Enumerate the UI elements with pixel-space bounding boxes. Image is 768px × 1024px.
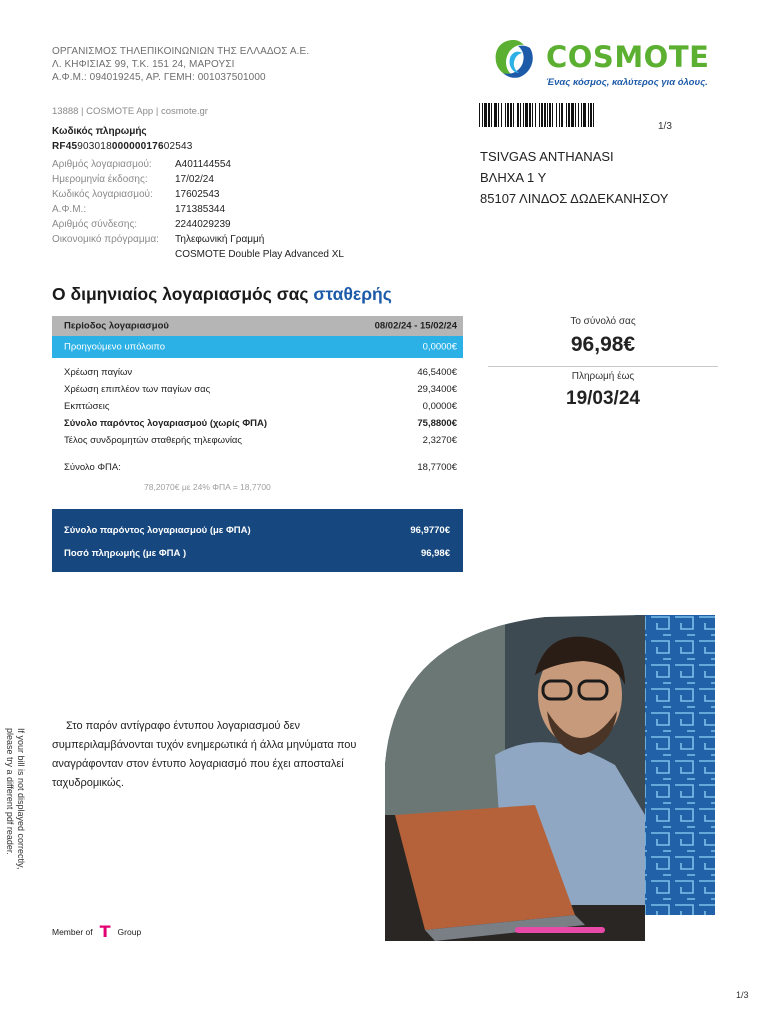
barcode-bar [532, 103, 533, 127]
total-with-vat-row [64, 525, 450, 536]
member-suffix: Group [117, 926, 142, 937]
barcode-bar [479, 103, 480, 127]
barcode-bar [581, 103, 582, 127]
payment-amount-value: 96,98€ [420, 548, 450, 559]
pdf-reader-note-line1: If your bill is not displayed correctly, [16, 728, 26, 870]
customer-street: ΒΛΗΧΑ 1 Υ [480, 170, 547, 185]
barcode-bar [588, 103, 589, 127]
info-row [52, 172, 344, 187]
notice-text: Στο παρόν αντίγραφο έντυπου λογαριασμού δεν συμπεριλαμβάνονται τυχόν ενημερωτικά ή άλλα μηνύματα που αναγράφονταν στον έντυπο λογαριασμό που έχει αποσταλεί ταχυδρομικώς. [52, 720, 357, 789]
previous-balance-label: Προηγούμενο υπόλοιπο [64, 341, 165, 353]
bill-breakdown [52, 316, 463, 572]
info-value: Τηλεφωνική Γραμμή [175, 234, 265, 245]
charge-label: Εκπτώσεις [64, 401, 110, 412]
info-row [52, 217, 344, 232]
info-label: Α.Φ.Μ.: [52, 204, 87, 215]
payment-code-label: Κωδικός πληρωμής [52, 126, 147, 137]
info-label: Αριθμός λογαριασμού: [52, 159, 152, 170]
customer-address [480, 146, 668, 209]
barcode-bar [571, 103, 574, 127]
company-name: ΟΡΓΑΝΙΣΜΟΣ ΤΗΛΕΠΙΚΟΙΝΩΝΙΩΝ ΤΗΣ ΕΛΛΑΔΟΣ Α.Ε. [52, 46, 310, 57]
member-prefix: Member of [52, 926, 93, 937]
barcode-bar [501, 103, 502, 127]
barcode-bar [541, 103, 543, 127]
vat-row [64, 462, 457, 473]
totals-panel [52, 509, 463, 572]
charge-label: Σύνολο παρόντος λογαριασμού (χωρίς ΦΠΑ) [64, 418, 268, 429]
telekom-logo: T [99, 922, 111, 941]
info-row [52, 187, 344, 202]
pdf-reader-note-text [4, 728, 26, 869]
payment-code-part: 00000 [111, 141, 141, 152]
company-info [52, 45, 309, 84]
logo-wordmark: COSMOTE [546, 40, 710, 74]
info-label: Οικονομικό πρόγραμμα: [52, 234, 159, 245]
company-address: Λ. ΚΗΦΙΣΙΑΣ 99, Τ.Κ. 151 24, ΜΑΡΟΥΣΙ [52, 59, 235, 70]
barcode [479, 103, 599, 127]
company-tax: Α.Φ.Μ.: 094019245, ΑΡ. ΓΕΜΗ: 001037501000 [52, 72, 266, 83]
total-with-vat-value: 96,9770€ [410, 525, 450, 536]
barcode-bar [568, 103, 570, 127]
info-label: Ημερομηνία έκδοσης: [52, 174, 148, 185]
barcode-bar [535, 103, 536, 127]
charge-label: Χρέωση επιπλέον των παγίων σας [64, 384, 211, 395]
payment-summary [488, 316, 718, 410]
charge-value: 29,3400€ [417, 384, 457, 395]
charge-value: 0,0000€ [422, 401, 457, 412]
billing-period-label: Περίοδος λογαριασμού [64, 320, 169, 332]
charges-list [64, 364, 457, 449]
previous-balance-row [52, 336, 463, 358]
info-value: 2244029239 [175, 219, 231, 230]
charge-row [64, 398, 457, 415]
barcode-bar [513, 103, 514, 127]
summary-divider [488, 366, 718, 367]
vat-label: Σύνολο ΦΠΑ: [64, 462, 121, 473]
barcode-bar [561, 103, 563, 127]
barcode-bar [491, 103, 492, 127]
barcode-bar [505, 103, 506, 127]
company-contacts: 13888 | COSMOTE App | cosmote.gr [52, 106, 208, 117]
billing-period-row [52, 316, 463, 336]
payment-code-part: 0176 [140, 141, 164, 152]
charge-row [64, 364, 457, 381]
info-row [52, 247, 344, 262]
pdf-reader-note-line2: please try a different pdf reader. [5, 728, 15, 855]
barcode-bar [583, 103, 586, 127]
photo-scene [385, 615, 645, 941]
customer-name: TSIVGAS ANTHANASI [480, 149, 614, 164]
member-of-group [52, 922, 141, 941]
barcode-bar [578, 103, 579, 127]
cosmote-logo [490, 36, 720, 96]
info-row [52, 157, 344, 172]
info-label: Κωδικός λογαριασμού: [52, 189, 153, 200]
due-date: 19/03/24 [566, 388, 640, 409]
bill-heading-highlight: σταθερής [313, 284, 392, 304]
barcode-bar [575, 103, 576, 127]
barcode-bar [484, 103, 487, 127]
barcode-bar [525, 103, 528, 127]
info-label [52, 247, 175, 262]
barcode-bar [510, 103, 512, 127]
info-label: Αριθμός σύνδεσης: [52, 219, 138, 230]
charge-value: 75,8800€ [417, 418, 457, 429]
payment-amount-label: Ποσό πληρωμής (με ΦΠΑ ) [64, 548, 187, 559]
bill-heading-text: Ο διμηνιαίος λογαριασμός σας [52, 284, 314, 304]
barcode-bar [547, 103, 548, 127]
page-number-bottom: 1/3 [736, 990, 749, 1000]
cosmote-logo-icon [490, 36, 538, 82]
info-value: A401144554 [175, 159, 231, 170]
account-info [52, 157, 344, 262]
info-value: 171385344 [175, 204, 226, 215]
bill-heading [52, 284, 392, 305]
barcode-bar [482, 103, 483, 127]
charge-row [64, 381, 457, 398]
summary-total-label: Το σύνολό σας [570, 316, 636, 327]
info-value: 17/02/24 [175, 174, 214, 185]
charge-value: 46,5400€ [417, 367, 457, 378]
charge-row [64, 415, 457, 432]
vat-value: 18,7700€ [417, 462, 457, 473]
charge-value: 2,3270€ [422, 435, 457, 446]
info-value: COSMOTE Double Play Advanced XL [175, 249, 344, 260]
barcode-bar [488, 103, 490, 127]
barcode-bar [539, 103, 540, 127]
barcode-bar [559, 103, 560, 127]
barcode-bar [498, 103, 499, 127]
barcode-bar [549, 103, 551, 127]
promo-photo [385, 615, 715, 941]
summary-total-amount: 96,98€ [570, 333, 636, 356]
barcode-bar [552, 103, 553, 127]
billing-period-value: 08/02/24 - 15/02/24 [374, 320, 457, 332]
payment-code-part: RF45 [52, 141, 78, 152]
barcode-bar [507, 103, 509, 127]
charge-label: Χρέωση παγίων [64, 367, 133, 378]
barcode-bar [566, 103, 567, 127]
barcode-bar [520, 103, 521, 127]
barcode-bar [544, 103, 546, 127]
barcode-bar [590, 103, 592, 127]
customer-city: 85107 ΛΙΝΔΟΣ ΔΩΔΕΚΑΝΗΣΟΥ [480, 191, 669, 206]
logo-tagline: Ένας κόσμος, καλύτερος για όλους. [546, 77, 708, 88]
barcode-bar [494, 103, 497, 127]
barcode-bar [593, 103, 594, 127]
pdf-reader-note [5, 728, 30, 873]
previous-balance-value: 0,0000€ [422, 341, 457, 353]
payment-code [52, 141, 193, 152]
barcode-bar [523, 103, 524, 127]
barcode-bar [529, 103, 531, 127]
charge-label: Τέλος συνδρομητών σταθερής τηλεφωνίας [64, 435, 242, 446]
pattern-panel [635, 615, 715, 915]
barcode-bar [556, 103, 557, 127]
payment-amount-row [64, 548, 450, 559]
info-row [52, 202, 344, 217]
info-row [52, 232, 344, 247]
charge-row [64, 432, 457, 449]
barcode-bar [517, 103, 519, 127]
payment-code-part: 02543 [163, 141, 193, 152]
vat-note: 78,2070€ με 24% ΦΠΑ = 18,7700 [144, 482, 271, 492]
info-value: 17602543 [175, 189, 220, 200]
due-date-label: Πληρωμή έως [571, 371, 635, 382]
payment-code-part: 903018 [77, 141, 112, 152]
page-number-top: 1/3 [658, 121, 672, 132]
total-with-vat-label: Σύνολο παρόντος λογαριασμού (με ΦΠΑ) [64, 525, 251, 536]
